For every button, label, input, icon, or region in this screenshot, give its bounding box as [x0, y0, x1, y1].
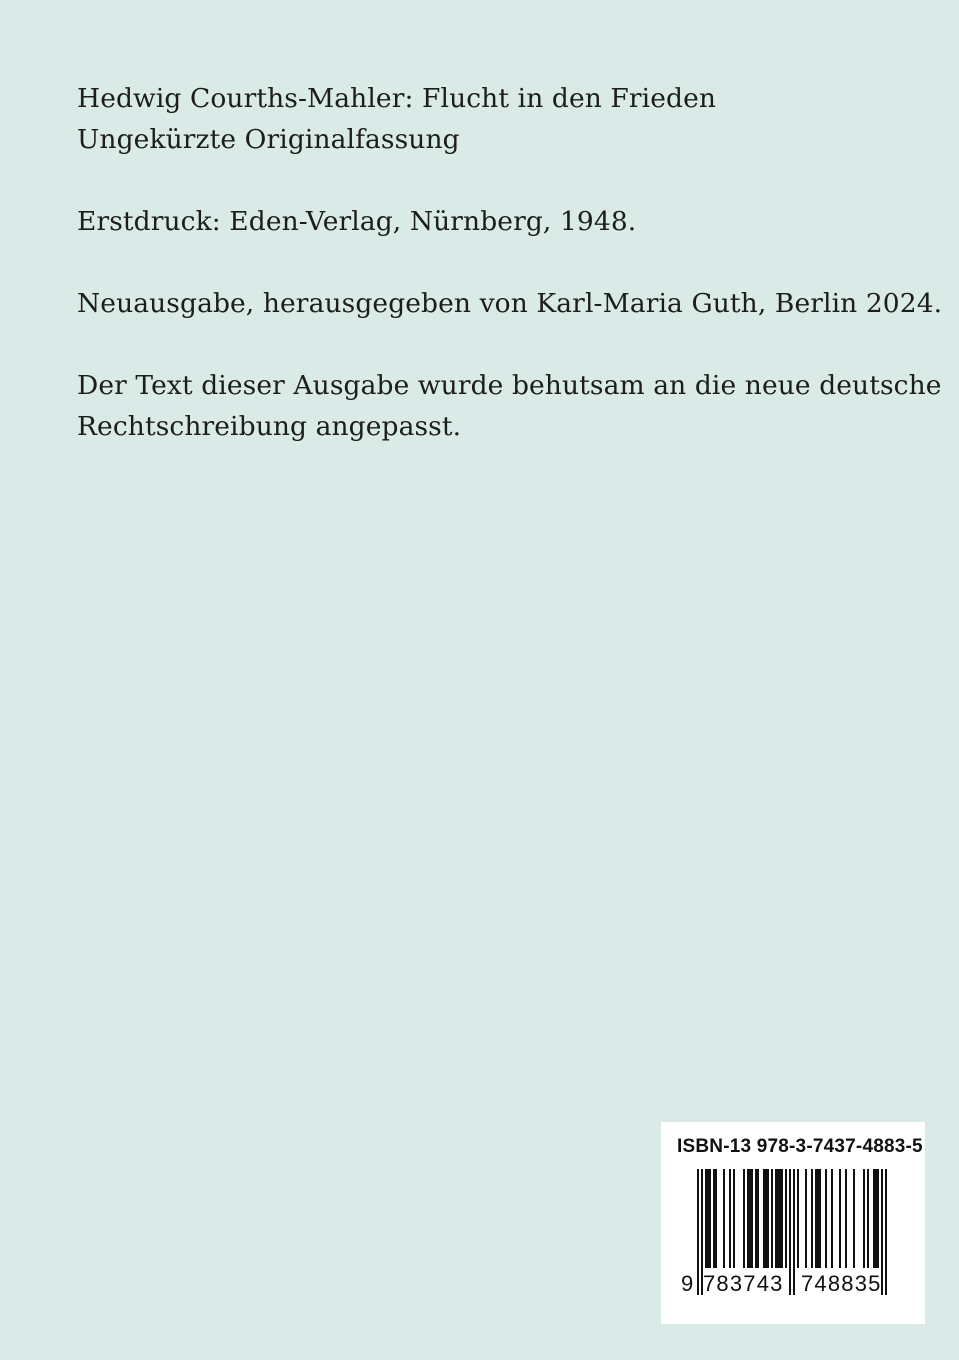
barcode-bar: [771, 1169, 773, 1268]
barcode-bar: [873, 1169, 879, 1268]
barcode-bar: [729, 1169, 731, 1268]
barcode-bar: [755, 1169, 759, 1268]
title-paragraph: [77, 78, 897, 160]
barcode-bar: [811, 1169, 813, 1268]
barcode-bar: [815, 1169, 821, 1268]
author-title-line: Hedwig Courths-Mahler: Flucht in den Frieden: [77, 83, 717, 114]
barcode-bar: [825, 1169, 827, 1268]
barcode-bar: [845, 1169, 847, 1268]
barcode-bar: [831, 1169, 833, 1268]
barcode-bar: [775, 1169, 783, 1268]
barcode-first-digit: 9: [681, 1271, 695, 1296]
barcode-bar: [853, 1169, 855, 1268]
barcode-bar: [867, 1169, 869, 1268]
barcode-bar: [747, 1169, 753, 1268]
barcode-left-digits: 783743: [703, 1271, 784, 1296]
barcode-bar: [839, 1169, 841, 1268]
barcode-bar: [733, 1169, 735, 1268]
isbn-number: ISBN-13 978-3-7437-4883-5: [677, 1136, 923, 1157]
isbn-label-box: [661, 1122, 925, 1324]
barcode-bar: [713, 1169, 717, 1268]
barcode-bar: [705, 1169, 711, 1268]
barcode-guard-bar: [789, 1169, 791, 1295]
orthography-paragraph: [77, 365, 942, 447]
first-print-paragraph: [77, 201, 897, 242]
orthography-line-2: Rechtschreibung angepasst.: [77, 411, 462, 442]
ean13-barcode: [661, 1122, 925, 1324]
barcode-bar: [797, 1169, 799, 1268]
first-print-line: Erstdruck: Eden-Verlag, Nürnberg, 1948.: [77, 206, 637, 237]
barcode-guard-bar: [885, 1169, 887, 1295]
barcode-bar: [785, 1169, 787, 1268]
edition-line: Ungekürzte Originalfassung: [77, 124, 460, 155]
barcode-bar: [723, 1169, 725, 1268]
new-edition-paragraph: [77, 283, 943, 324]
barcode-bar: [805, 1169, 807, 1268]
barcode-guard-bar: [793, 1169, 795, 1295]
orthography-line-1: Der Text dieser Ausgabe wurde behutsam an die neue deutsche: [77, 370, 942, 401]
new-edition-line: Neuausgabe, herausgegeben von Karl-Maria Guth, Berlin 2024.: [77, 288, 943, 319]
barcode-right-digits: 748835: [801, 1271, 882, 1296]
barcode-bar: [763, 1169, 769, 1268]
barcode-bar: [743, 1169, 745, 1268]
barcode-bar: [863, 1169, 865, 1268]
barcode-guard-bar: [697, 1169, 699, 1295]
colophon-text: [77, 78, 943, 488]
